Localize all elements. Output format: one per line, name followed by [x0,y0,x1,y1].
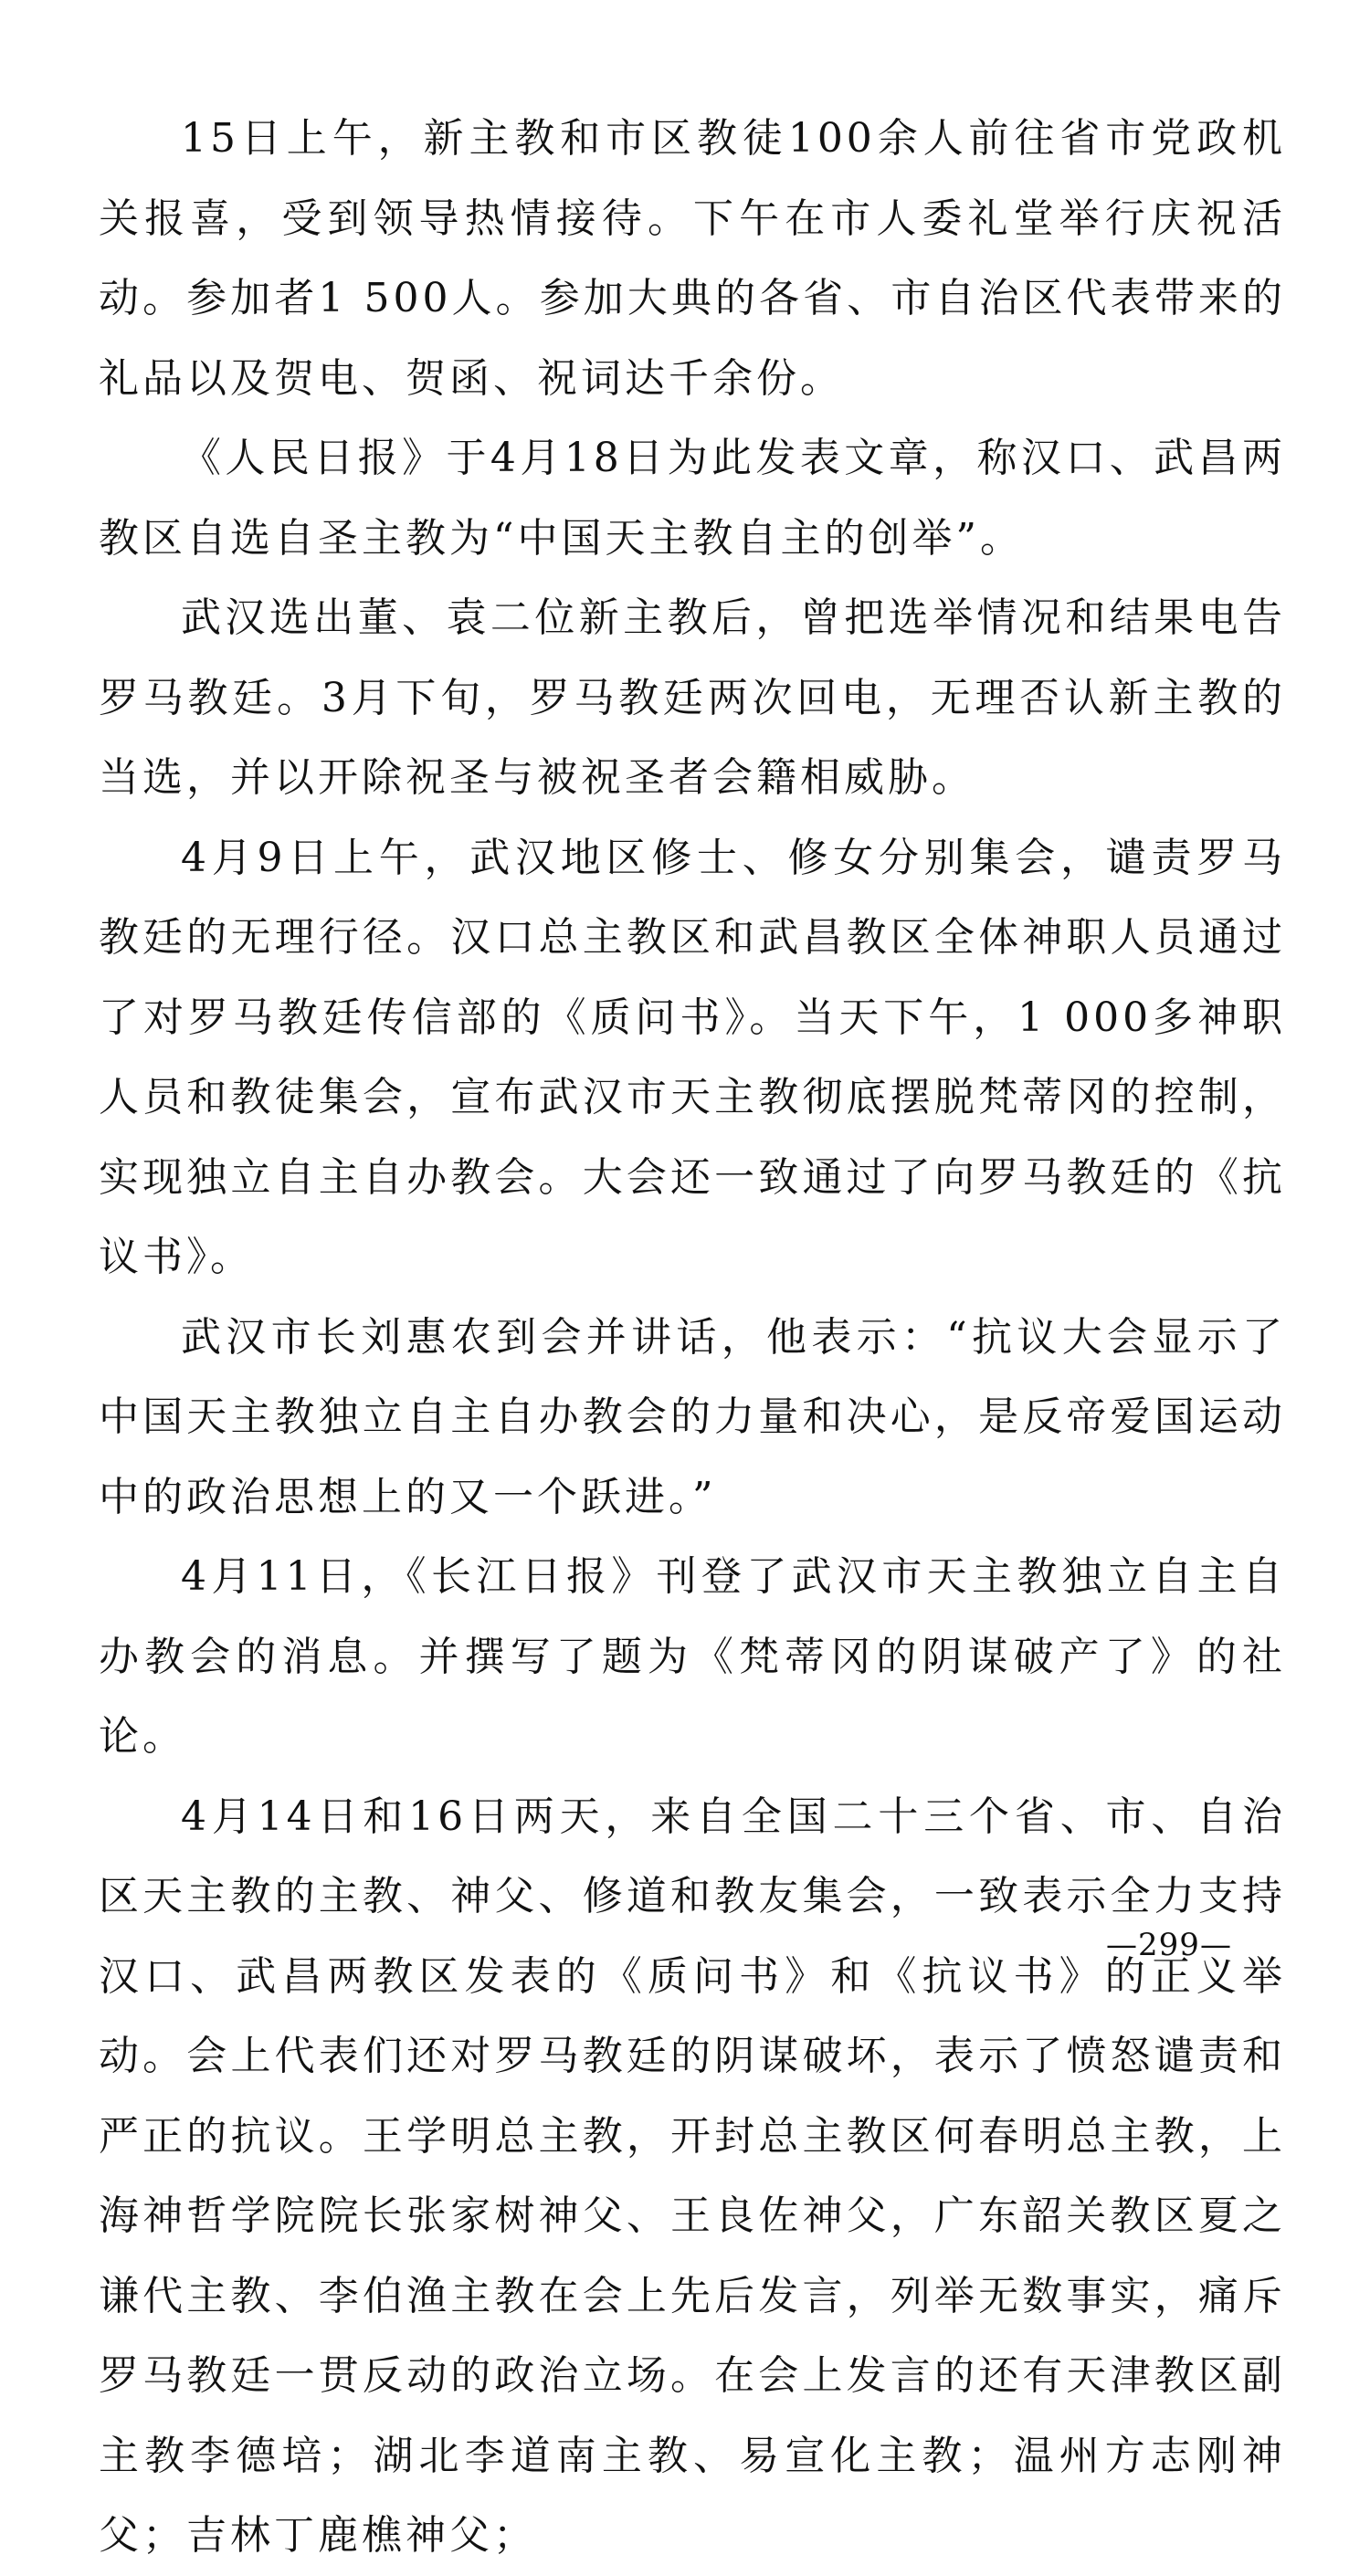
paragraph-5: 武汉市长刘惠农到会并讲话，他表示：“抗议大会显示了中国天主教独立自主自办教会的力量和决心，是反帝爱国运动中的政治思想上的又一个跃进。” [99,1313,1286,1520]
paragraph-3: 武汉选出董、袁二位新主教后，曾把选举情况和结果电告罗马教廷。3月下旬，罗马教廷两次回电，无理否认新主教的当选，并以开除祝圣与被祝圣者会籍相威胁。 [99,594,1286,801]
body-text [99,99,1286,2576]
paragraph-2: 《人民日报》于4月18日为此发表文章，称汉口、武昌两教区自选自圣主教为“中国天主教自主的创举”。 [99,435,1286,562]
page-number: —299— [1106,1927,1232,1963]
paragraph-1: 15日上午，新主教和市区教徒100余人前往省市党政机关报喜，受到领导热情接待。下午在市人委礼堂举行庆祝活动。参加者1 500人。参加大典的各省、市自治区代表带来的礼品以及贺电、贺函、祝词达千余份。 [99,115,1286,402]
paragraph-6: 4月11日，《长江日报》刊登了武汉市天主教独立自主自办教会的消息。并撰写了题为《梵蒂冈的阴谋破产了》的社论。 [99,1553,1286,1760]
paragraph-7: 4月14日和16日两天，来自全国二十三个省、市、自治区天主教的主教、神父、修道和教友集会，一致表示全力支持汉口、武昌两教区发表的《质问书》和《抗议书》的正义举动。会上代表们还对罗马教廷的阴谋破坏，表示了愤怒谴责和严正的抗议。王学明总主教，开封总主教区何春明总主教，上海神哲学院院长张家树神父、王良佐神父，广东韶关教区夏之谦代主教、李伯渔主教在会上先后发言，列举无数事实，痛斥罗马教廷一贯反动的政治立场。在会上发言的还有天津教区副主教李德培；湖北李道南主教、易宣化主教；温州方志刚神父；吉林丁鹿樵神父； [99,1793,1286,2559]
paragraph-4: 4月9日上午，武汉地区修士、修女分别集会，谴责罗马教廷的无理行径。汉口总主教区和武昌教区全体神职人员通过了对罗马教廷传信部的《质问书》。当天下午，1 000多神职人员和教徒集会，宣布武汉市天主教彻底摆脱梵蒂冈的控制，实现独立自主自办教会。大会还一致通过了向罗马教廷的《抗议书》。 [99,834,1286,1280]
